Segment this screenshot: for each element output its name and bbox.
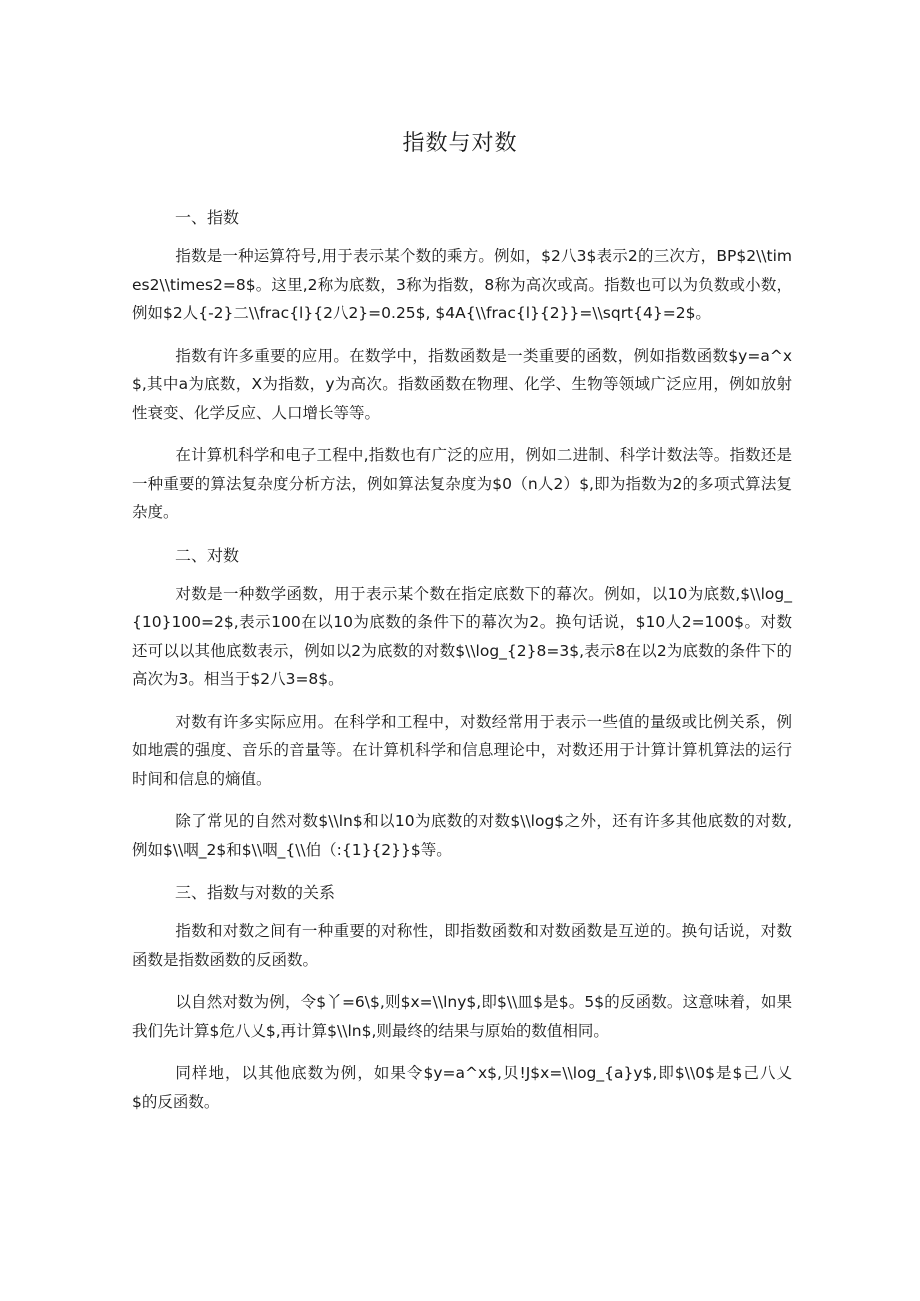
section-exponent bbox=[132, 203, 792, 541]
paragraph: 同样地，以其他底数为例，如果令$y=a^x$,贝!J$x=\\log_{a}y$,即$\\0$是$己八乂$的反函数。 bbox=[132, 1064, 792, 1111]
paragraph: 以自然对数为例，令$丫=6\$,则$x=\\lny$,即$\\皿$是$。5$的反函数。这意味着，如果我们先计算$危八乂$,再计算$\\ln$,则最终的结果与原始的数值相同。 bbox=[132, 993, 792, 1040]
paragraph: 指数有许多重要的应用。在数学中，指数函数是一类重要的函数，例如指数函数$y=a^x$,其中a为底数，X为指数，y为高次。指数函数在物理、化学、生物等领域广泛应用，例如放射性衰变、化学反应、人口增长等等。 bbox=[132, 346, 792, 422]
section-heading: 一、指数 bbox=[175, 208, 240, 227]
section-heading: 三、指数与对数的关系 bbox=[175, 883, 336, 902]
section-logarithm bbox=[132, 541, 792, 879]
document-title: 指数与对数 bbox=[402, 131, 518, 156]
paragraph: 对数是一种数学函数，用于表示某个数在指定底数下的幕次。例如，以10为底数,$\\log_{10}100=2$,表示100在以10为底数的条件下的幕次为2。换句话说，$10人2=100$。对数还可以以其他底数表示，例如以2为底数的对数$\\log_{2}8=3$,表示8在以2为底数的条件下的高次为3。相当于$2八3=8$。 bbox=[132, 584, 792, 688]
paragraph: 在计算机科学和电子工程中,指数也有广泛的应用，例如二进制、科学计数法等。指数还是一种重要的算法复杂度分析方法，例如算法复杂度为$0（n人2）$,即为指数为2的多项式算法复杂度。 bbox=[132, 446, 792, 521]
document-body bbox=[132, 203, 792, 1116]
section-relationship bbox=[132, 878, 792, 1116]
section-heading: 二、对数 bbox=[175, 545, 240, 565]
paragraph: 除了常见的自然对数$\\ln$和以10为底数的对数$\\log$之外，还有许多其他底数的对数,例如$\\咽_2$和$\\咽_{\\伯（:{1}{2}}$等。 bbox=[132, 812, 792, 859]
paragraph: 对数有许多实际应用。在科学和工程中，对数经常用于表示一些值的量级或比例关系，例如地震的强度、音乐的音量等。在计算机科学和信息理论中，对数还用于计算计算机算法的运行时间和信息的熵值。 bbox=[132, 712, 792, 788]
paragraph: 指数和对数之间有一种重要的对称性，即指数函数和对数函数是互逆的。换句话说，对数函数是指数函数的反函数。 bbox=[132, 922, 792, 969]
paragraph: 指数是一种运算符号,用于表示某个数的乘方。例如，$2八3$表示2的三次方，BP$2\\times2\\times2=8$。这里,2称为底数，3称为指数，8称为高次或高。指数也可以为负数或小数，例如$2人{-2}二\\frac{l}{2八2}=0.25$, $4A{\\frac{l}{2}}=\\sqrt{4}=2$。 bbox=[132, 247, 792, 322]
